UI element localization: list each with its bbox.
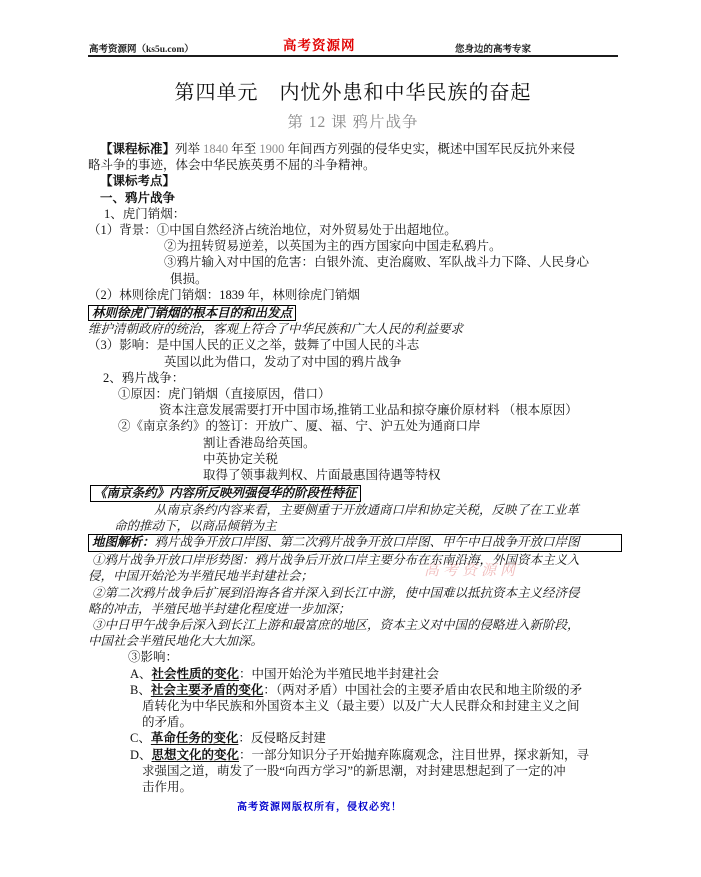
- content-line: [88, 254, 622, 270]
- header-site-name: 高考资源网（ks5u.com）: [89, 45, 194, 55]
- text-run: 鸦片战争开放口岸图、第二次鸦片战争开放口岸图、甲午中日战争开放口岸图: [154, 534, 580, 549]
- text-run: B、: [130, 682, 151, 697]
- text-run: （1）背景：①中国自然经济占统治地位，对外贸易处于出超地位。: [88, 222, 457, 237]
- content-line: [88, 435, 622, 451]
- content-line: [88, 633, 622, 649]
- content-line: [88, 552, 622, 568]
- text-run: ①鸦片战争开放口岸形势图：鸦片战争后开放口岸主要分布在东南沿海，外国资本主义入: [92, 553, 580, 568]
- text-run: ：（两对矛盾）中国社会的主要矛盾由农民和地主阶级的矛: [263, 682, 583, 697]
- content-line: [88, 141, 622, 157]
- content-line: [88, 418, 622, 434]
- content-line: [88, 451, 622, 467]
- text-run: 略斗争的事迹，体会中华民族英勇不屈的斗争精神。: [88, 158, 376, 173]
- header-slogan: 您身边的高考专家: [455, 45, 532, 55]
- document-body: [88, 141, 622, 795]
- text-run: A、: [130, 666, 152, 681]
- content-line: [88, 747, 622, 763]
- boxed-note: [88, 534, 622, 552]
- text-run: 1840: [203, 142, 229, 156]
- text-run: （3）影响：是中国人民的正义之举，鼓舞了中国人民的斗志: [88, 338, 420, 353]
- text-run: 年至: [228, 142, 260, 156]
- content-line: [88, 730, 622, 746]
- content-line: [88, 337, 622, 353]
- text-run: ③影响：: [128, 650, 179, 665]
- boxed-note: [88, 303, 622, 321]
- text-run: 求强国之道，萌发了一股“向西方学习”的新思潮，对封建思想起到了一定的冲: [142, 763, 566, 778]
- text-run: ①原因：虎门销烟（直接原因，借口）: [118, 387, 331, 402]
- text-run: 林则徐虎门销烟的根本目的和出发点: [92, 305, 293, 320]
- text-run: 维护清朝政府的统治，客观上符合了中华民族和广大人民的利益要求: [88, 322, 464, 337]
- note-box-border: [88, 534, 622, 552]
- text-run: 略的冲击，半殖民地半封建化程度进一步加深；: [88, 601, 351, 616]
- content-line: [88, 568, 622, 584]
- content-line: [88, 467, 622, 483]
- text-run: 取得了领事裁判权、片面最惠国待遇等特权: [203, 467, 441, 482]
- lesson-title: 第 12 课 鸦片战争: [287, 114, 419, 131]
- content-line: [88, 190, 622, 206]
- content-line: [88, 518, 622, 534]
- content-line: [88, 502, 622, 518]
- text-run: ③鸦片输入对中国的危害：白银外流、吏治腐败、军队战斗力下降、人民身心: [164, 255, 590, 270]
- content-line: [88, 402, 622, 418]
- boxed-note: [88, 483, 622, 501]
- content-line: [88, 287, 622, 303]
- content-line: [88, 321, 622, 337]
- content-line: [88, 386, 622, 402]
- text-run: ③中日甲午战争后深入到长江上游和最富庶的地区，资本主义对中国的侵略进入新阶段，: [92, 618, 580, 633]
- content-line: [88, 585, 622, 601]
- text-run: 列举: [175, 142, 204, 156]
- text-run: 击作用。: [142, 779, 193, 794]
- content-line: [88, 354, 622, 370]
- text-run: 【课标考点】: [100, 174, 176, 189]
- text-run: 从南京条约内容来看，主要侧重于开放通商口岸和协定关税，反映了在工业革: [154, 502, 580, 517]
- copyright-footer: 高考资源网版权所有，侵权必究！: [237, 802, 402, 813]
- text-run: 地图解析：: [92, 534, 155, 549]
- text-run: 割让香港岛给英国。: [203, 435, 316, 450]
- text-run: 思想文化的变化: [151, 747, 240, 762]
- text-run: 中英协定关税: [203, 451, 279, 466]
- content-line: [88, 617, 622, 633]
- text-run: ：中国开始沦为半殖民地半封建社会: [239, 666, 440, 681]
- text-run: 年间西方列强的侵华史实，概述中国军民反抗外来侵: [284, 142, 576, 156]
- content-line: [88, 682, 622, 698]
- text-run: ：反侵略反封建: [238, 731, 326, 746]
- content-line: [88, 157, 622, 173]
- unit-title: 第四单元 内忧外患和中华民族的奋起: [174, 82, 532, 104]
- text-run: 资本注意发展需要打开中国市场,推销工业品和掠夺廉价原材料 （根本原因）: [159, 403, 578, 418]
- content-line: [88, 271, 622, 287]
- content-line: [88, 173, 622, 189]
- text-run: 俱损。: [170, 271, 208, 286]
- content-line: [88, 370, 622, 386]
- note-box-border: [88, 305, 296, 322]
- content-line: [88, 649, 622, 665]
- text-run: 的矛盾。: [142, 715, 193, 730]
- text-run: ②《南京条约》的签订：开放广、厦、福、宁、沪五处为通商口岸: [118, 419, 481, 434]
- text-run: 一、鸦片战争: [100, 190, 176, 205]
- content-line: [88, 206, 622, 222]
- note-box-border: [90, 485, 361, 502]
- header-divider: [88, 55, 618, 57]
- text-run: 中国社会半殖民地化大大加深。: [88, 634, 264, 649]
- text-run: ②为扭转贸易逆差，以英国为主的西方国家向中国走私鸦片。: [164, 239, 502, 254]
- content-line: [88, 763, 622, 779]
- text-run: 革命任务的变化: [150, 731, 239, 746]
- content-line: [88, 222, 622, 238]
- header-brand-logo: 高考资源网: [283, 38, 356, 53]
- content-line: [88, 666, 622, 682]
- text-run: （2）林则徐虎门销烟：1839 年，林则徐虎门销烟: [88, 287, 360, 302]
- text-run: 社会主要矛盾的变化: [150, 682, 264, 697]
- text-run: 社会性质的变化: [151, 666, 240, 681]
- text-run: 【课程标准】: [100, 142, 176, 156]
- text-run: D、: [130, 747, 152, 762]
- content-line: [88, 238, 622, 254]
- text-run: 2、鸦片战争：: [103, 370, 185, 385]
- content-line: [88, 601, 622, 617]
- text-run: 《南京条约》内容所反映列强侵华的阶段性特征: [94, 485, 357, 500]
- text-run: C、: [130, 731, 151, 746]
- content-line: [88, 714, 622, 730]
- watermark-text: 高考资源网: [424, 563, 520, 579]
- text-run: 命的推动下，以商品倾销为主: [114, 518, 277, 533]
- text-run: 侵，中国开始沦为半殖民地半封建社会；: [88, 569, 314, 584]
- content-line: [88, 698, 622, 714]
- text-run: 1、虎门销烟：: [104, 206, 186, 221]
- text-run: 英国以此为借口，发动了对中国的鸦片战争: [164, 354, 402, 369]
- text-run: 盾转化为中华民族和外国资本主义（最主要）以及广大人民群众和封建主义之间: [142, 698, 580, 713]
- text-run: ②第二次鸦片战争后扩展到沿海各省并深入到长江中游，使中国难以抵抗资本主义经济侵: [92, 585, 580, 600]
- text-run: 1900: [259, 142, 285, 156]
- content-line: [88, 779, 622, 795]
- text-run: ：一部分知识分子开始抛弃陈腐观念，注目世界，探求新知，寻: [239, 747, 590, 762]
